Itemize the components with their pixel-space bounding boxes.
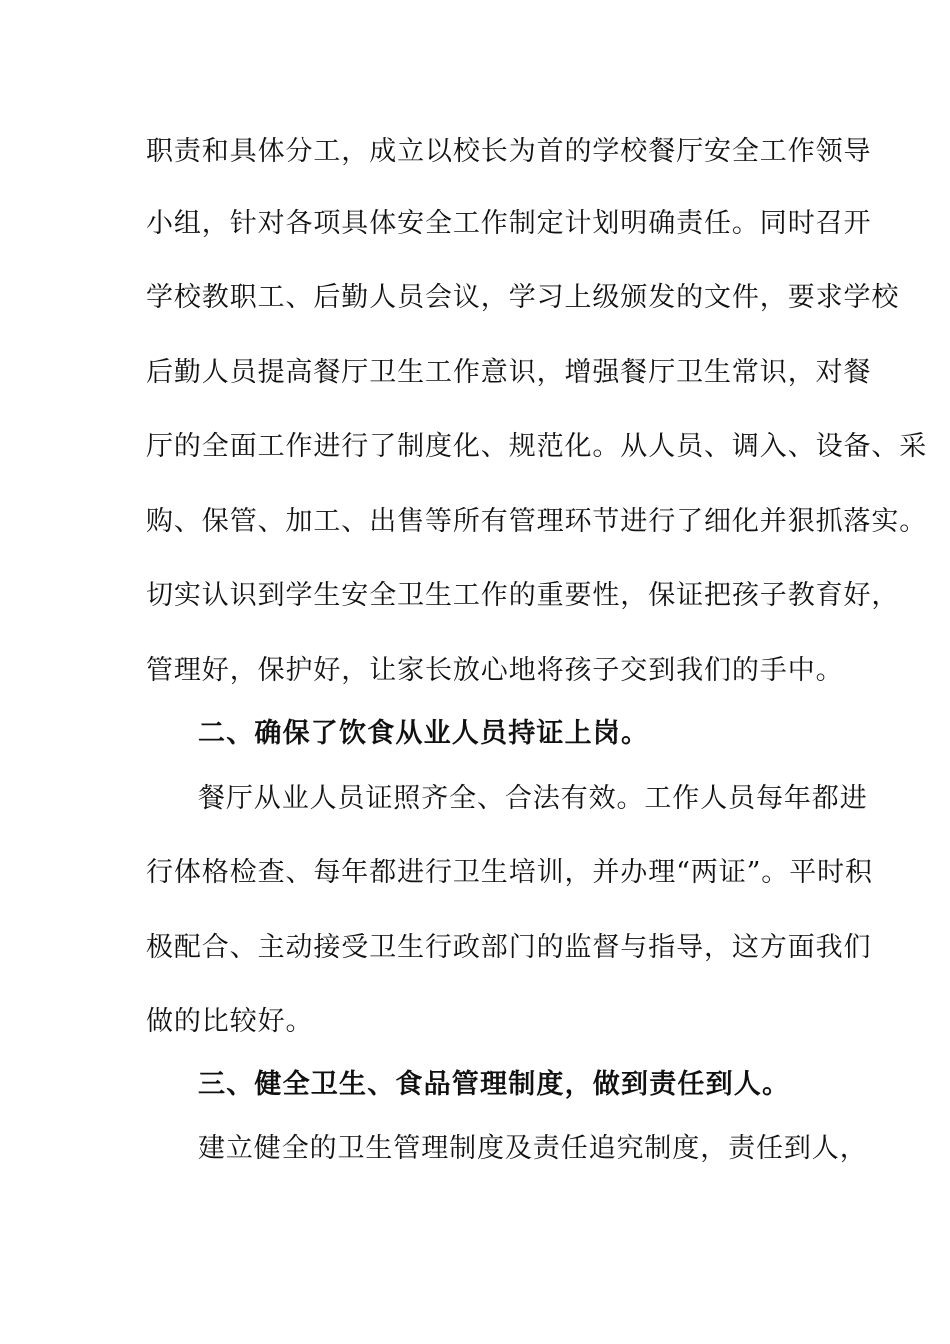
section-heading-3: 三、健全卫生、食品管理制度，做到责任到人。: [198, 1069, 791, 1100]
paragraph-line: 学校教职工、后勤人员会议，学习上级颁发的文件，要求学校: [146, 282, 900, 313]
paragraph-line: 建立健全的卫生管理制度及责任追究制度，责任到人，: [198, 1133, 868, 1164]
paragraph-line: 后勤人员提高餐厅卫生工作意识，增强餐厅卫生常识，对餐: [146, 357, 872, 388]
paragraph-line: 行体格检查、每年都进行卫生培训，并办理“两证”。平时积: [146, 857, 873, 888]
paragraph-line: 职责和具体分工，成立以校长为首的学校餐厅安全工作领导: [146, 136, 872, 167]
paragraph-line: 购、保管、加工、出售等所有管理环节进行了细化并狠抓落实。: [146, 506, 928, 537]
paragraph-line: 餐厅从业人员证照齐全、合法有效。工作人员每年都进: [198, 783, 868, 814]
paragraph-line: 做的比较好。: [146, 1006, 314, 1037]
section-heading-2: 二、确保了饮食从业人员持证上岗。: [198, 718, 650, 749]
paragraph-line: 厅的全面工作进行了制度化、规范化。从人员、调入、设备、采: [146, 431, 928, 462]
paragraph-line: 小组，针对各项具体安全工作制定计划明确责任。同时召开: [146, 208, 872, 239]
paragraph-line: 管理好，保护好，让家长放心地将孩子交到我们的手中。: [146, 655, 844, 686]
paragraph-line: 切实认识到学生安全卫生工作的重要性，保证把孩子教育好，: [146, 580, 900, 611]
paragraph-line: 极配合、主动接受卫生行政部门的监督与指导，这方面我们: [146, 932, 872, 963]
